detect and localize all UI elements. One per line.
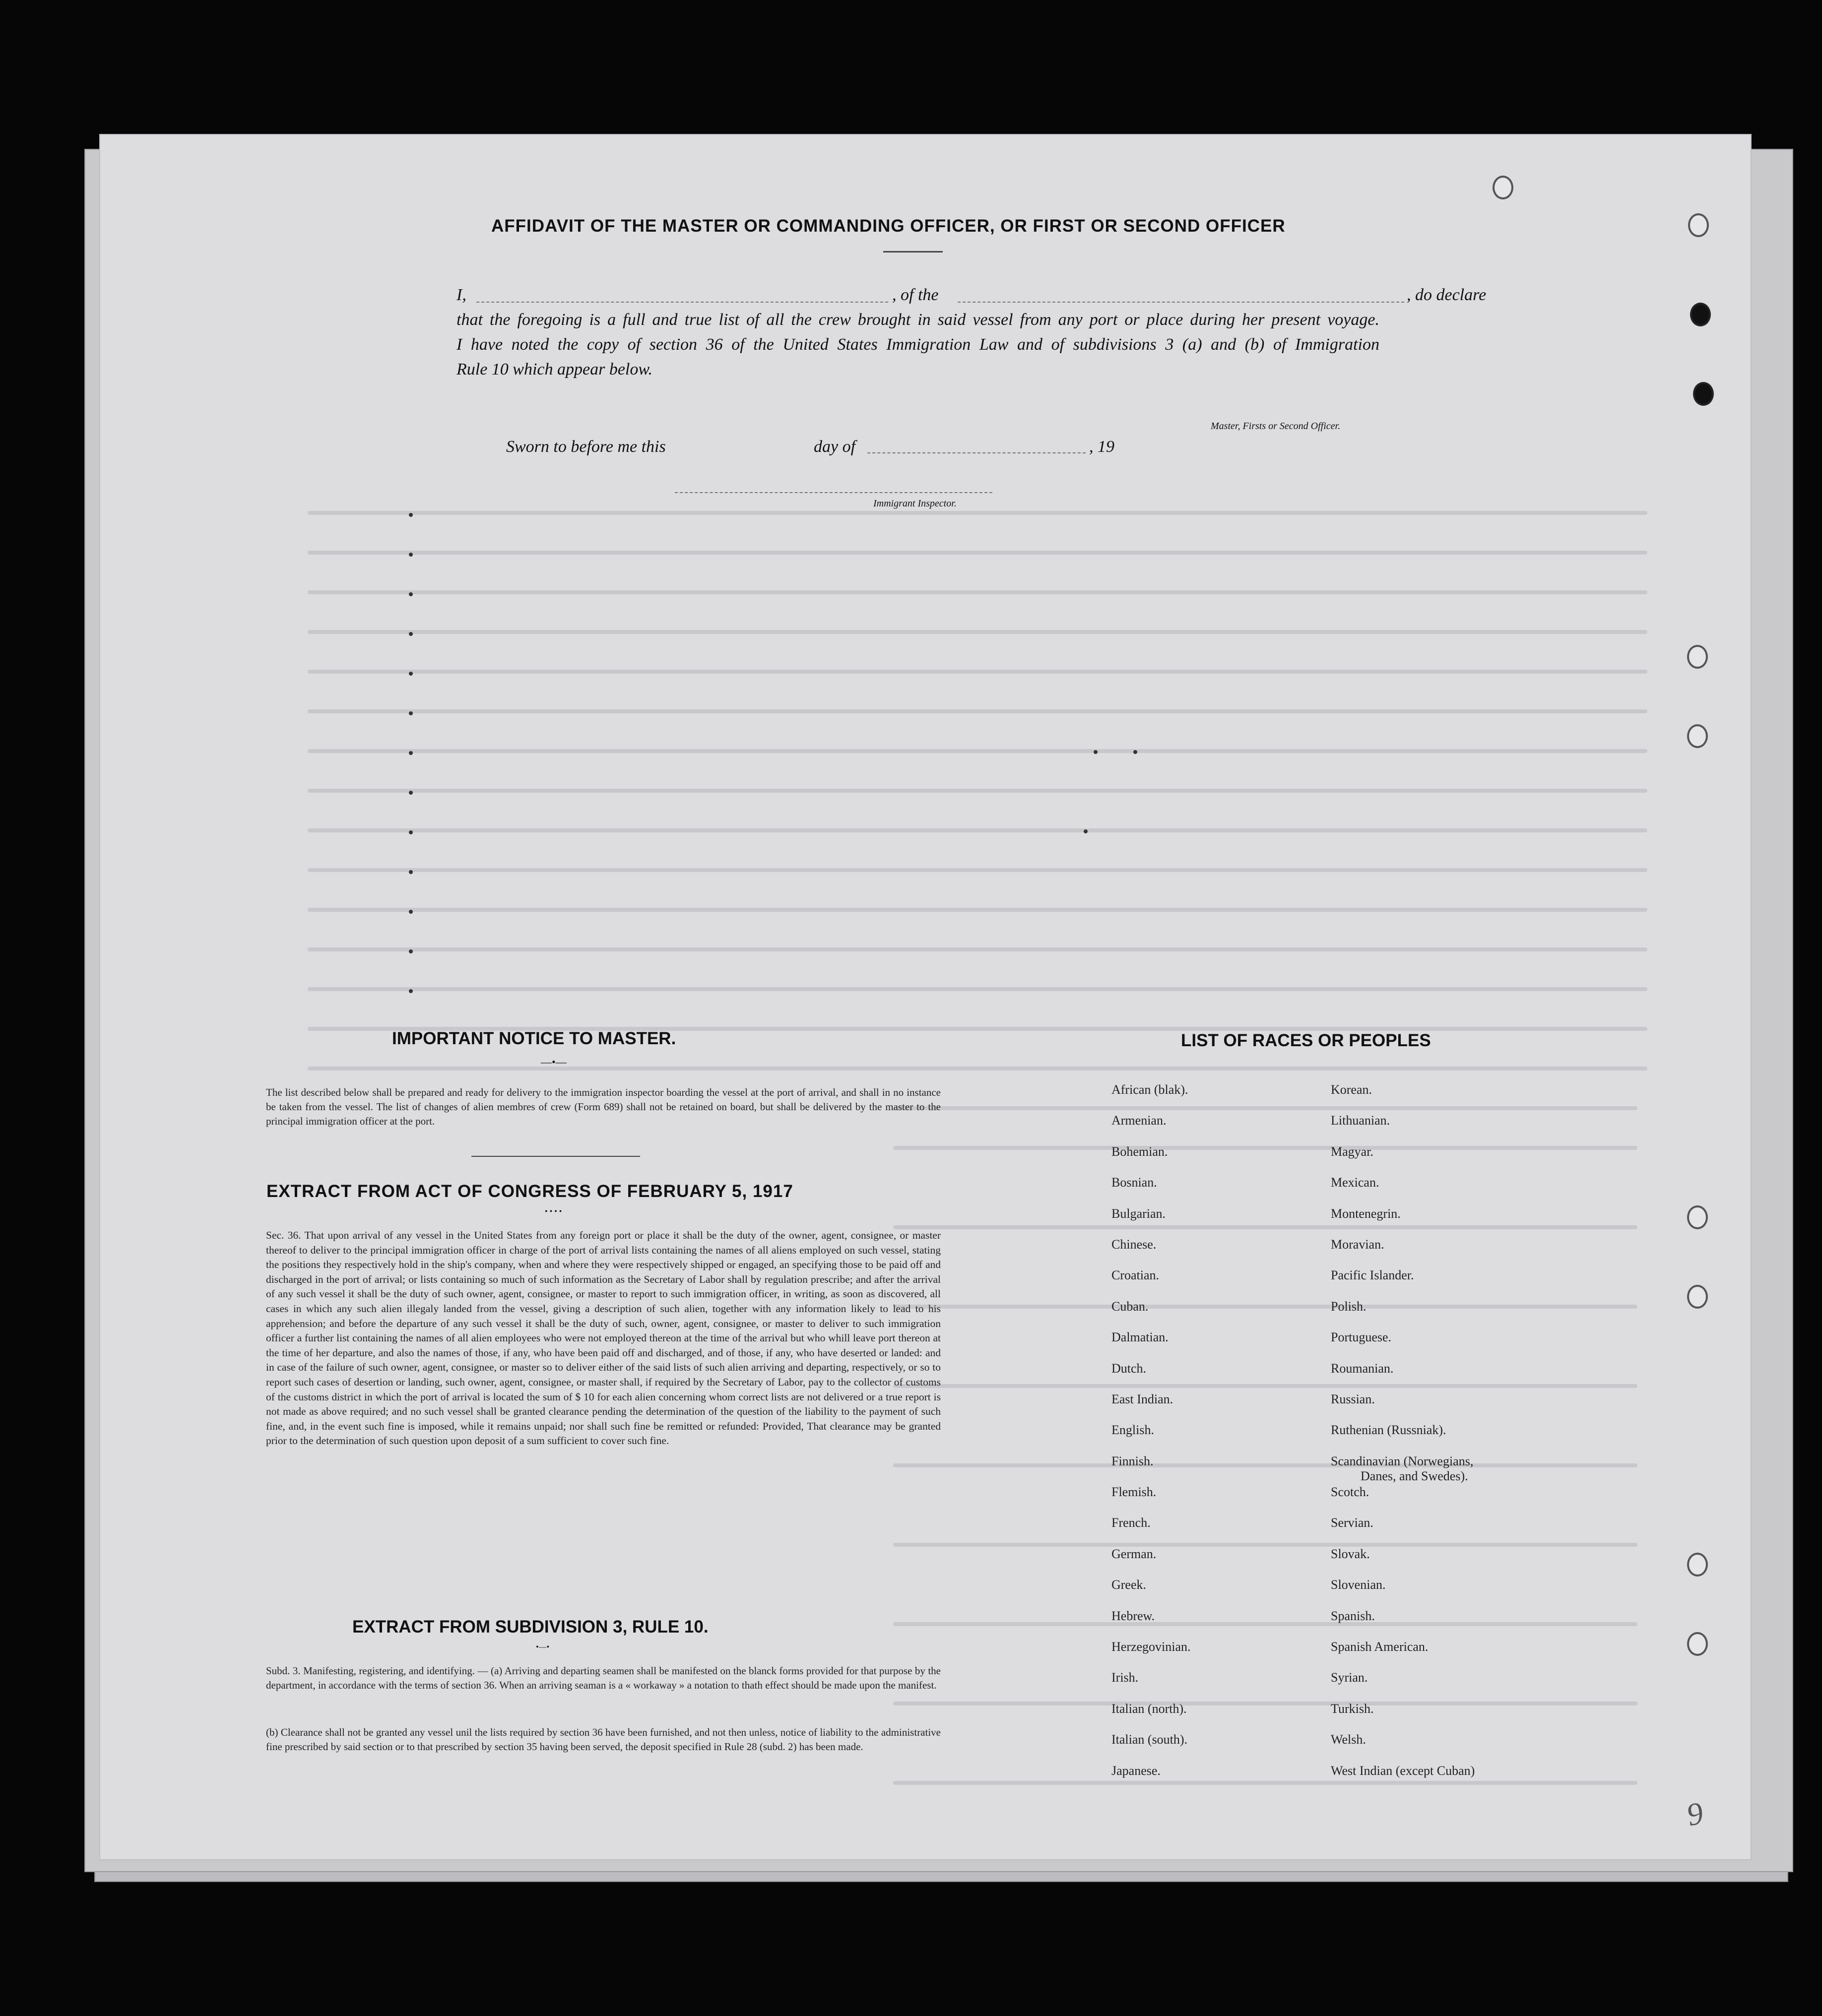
race-item: Slovak.	[1331, 1546, 1370, 1561]
race-item: Welsh.	[1331, 1732, 1366, 1747]
ornament: —•—	[541, 1056, 567, 1068]
race-item: Scandinavian (Norwegians,	[1331, 1453, 1474, 1468]
race-item: English.	[1111, 1423, 1154, 1438]
binder-hole	[1693, 382, 1714, 406]
race-item: Italian (south).	[1111, 1732, 1188, 1747]
race-item: East Indian.	[1111, 1391, 1173, 1406]
race-item: Japanese.	[1111, 1763, 1161, 1778]
race-item: Irish.	[1111, 1670, 1139, 1685]
race-item: Portuguese.	[1331, 1330, 1392, 1345]
affidavit-declare: , do declare	[1407, 286, 1487, 304]
race-item: Croatian.	[1111, 1268, 1160, 1283]
binder-hole	[1688, 213, 1709, 237]
race-item: Hebrew.	[1111, 1608, 1155, 1623]
margin-note: 9	[1683, 1795, 1706, 1833]
affidavit-line-3: I have noted the copy of section 36 of the United States Immigration Law and of subdivisions 3 (a) and (b) of Immigration	[456, 335, 1379, 354]
binder-hole	[1687, 1553, 1708, 1576]
inspector-signature-line	[675, 492, 992, 493]
race-item: Polish.	[1331, 1299, 1366, 1314]
race-item: African (blak).	[1111, 1082, 1188, 1097]
affidavit-i: I,	[456, 286, 466, 304]
race-item: Flemish.	[1111, 1485, 1157, 1500]
race-item: Mexican.	[1331, 1175, 1379, 1190]
binder-hole	[1687, 1205, 1708, 1229]
race-item: Dutch.	[1111, 1361, 1147, 1376]
affidavit-line-1	[456, 286, 466, 305]
race-item: Ruthenian (Russniak).	[1331, 1423, 1446, 1438]
race-item: Moravian.	[1331, 1237, 1384, 1252]
extract-act-title: EXTRACT FROM ACT OF CONGRESS OF FEBRUARY 5, 1917	[266, 1182, 793, 1201]
races-title: LIST OF RACES OR PEOPLES	[1181, 1031, 1431, 1050]
race-item: West Indian (except Cuban)	[1331, 1763, 1475, 1778]
ornament: •—•	[536, 1643, 550, 1651]
race-item: Danes, and Swedes).	[1361, 1468, 1468, 1483]
master-signature-label: Master, Firsts or Second Officer.	[1211, 421, 1341, 432]
race-item: German.	[1111, 1546, 1157, 1561]
year-text: , 19	[1089, 438, 1114, 456]
ornament: • • • •	[545, 1207, 562, 1216]
binder-hole	[1687, 1632, 1708, 1656]
race-item: Cuban.	[1111, 1299, 1149, 1314]
race-item: Montenegrin.	[1331, 1206, 1401, 1221]
race-item: Spanish.	[1331, 1608, 1375, 1623]
affidavit-line-2: that the foregoing is a full and true list of all the crew brought in said vessel from any port or place during her present voyage.	[456, 311, 1379, 329]
binder-hole	[1690, 303, 1711, 326]
day-of-text: day of	[814, 438, 856, 456]
race-item: Servian.	[1331, 1515, 1373, 1530]
binder-hole	[1687, 1285, 1708, 1309]
affidavit-line-4: Rule 10 which appear below.	[456, 360, 653, 378]
race-item: Bulgarian.	[1111, 1206, 1166, 1221]
document-page	[99, 134, 1752, 1860]
race-item: Chinese.	[1111, 1237, 1157, 1252]
race-item: Herzegovinian.	[1111, 1639, 1191, 1654]
race-item: Lithuanian.	[1331, 1113, 1390, 1128]
extract-rule-text-b: (b) Clearance shall not be granted any vessel unil the lists required by section 36 have been furnished, and not then unless, notice of liability to the administrative fine prescribed by said section or to that prescribed by section 35 having been served, the deposit specified in Rule 28 (subd. 2) has been made.	[266, 1726, 941, 1753]
extract-rule-title: EXTRACT FROM SUBDIVISION 3, RULE 10.	[352, 1617, 709, 1637]
extract-rule-text-a: Subd. 3. Manifesting, registering, and identifying. — (a) Arriving and departing seamen shall be manifested on the blanck forms provided for that purpose by the department, in accordance with the terms of section 36. When an arriving seaman is a « workaway » a notation to thath effect should be made upon the manifest.	[266, 1665, 941, 1691]
race-item: Bosnian.	[1111, 1175, 1157, 1190]
inspector-label: Immigrant Inspector.	[873, 498, 957, 509]
sworn-text: Sworn to before me this	[506, 438, 666, 456]
race-item: Dalmatian.	[1111, 1330, 1169, 1345]
affidavit-of-the: , of the	[892, 286, 939, 304]
affidavit-title: AFFIDAVIT OF THE MASTER OR COMMANDING OFFICER, OR FIRST OR SECOND OFFICER	[491, 216, 1286, 236]
binder-hole	[1493, 176, 1513, 199]
race-item: Turkish.	[1331, 1701, 1374, 1716]
race-item: Russian.	[1331, 1391, 1375, 1406]
race-item: Finnish.	[1111, 1453, 1154, 1468]
races-column-2	[1331, 1082, 1475, 1794]
vessel-blank	[958, 302, 1404, 303]
divider	[883, 251, 943, 252]
race-item: Pacific Islander.	[1331, 1268, 1414, 1283]
race-item: Greek.	[1111, 1577, 1147, 1592]
race-item: Spanish American.	[1331, 1639, 1429, 1654]
race-item: Italian (north).	[1111, 1701, 1187, 1716]
race-item: Magyar.	[1331, 1144, 1373, 1159]
race-item: Roumanian.	[1331, 1361, 1394, 1376]
race-item: Slovenian.	[1331, 1577, 1386, 1592]
race-item: Syrian.	[1331, 1670, 1368, 1685]
races-column-1	[1111, 1082, 1191, 1794]
binder-hole	[1687, 645, 1708, 669]
extract-act-text: Sec. 36. That upon arrival of any vessel in the United States from any foreign port or place it shall be the duty of the owner, agent, consignee, or master thereof to deliver to the principal immigration officer in charge of the port of arrival lists containing the names of all aliens employed on such vessel, stating the positions they respectively hold in the ship's company, when and where they were respectively shipped or engaged, an specifying those to be paid off and discharged in the port of arrival; or lists containing so much of such information as the Secretary of Labor shall by regulation prescribe; and after the arrival of any such vessel it shall be the duty of such owner, agent, consignee, or master to report to such immigration officer, in writing, as soon as discovered, all cases in which any such alien illegaly landed from the vessel, giving a description of such alien, together with any information likely to lead to his apprehension; and before the departure of any such vessel it shall be the duty of such, owner, agent, consignee, or master to deliver to such immigration officer a further list containing the names of all alien employees who were not employed thereon at the time of the arrival but who whill leave port thereon at the time of her departure, and also the names of those, if any, who have been paid off and discharged, and of those, if any, who have deserted or landed: and in case of the failure of such owner, agent, consignee, or master so to deliver either of the said lists of such alien arriving and departing, respectively, or so to report such cases of desertion or landing, such owner, agent, consignee, or master shall, if required by the Secretary of Labor, pay to the collector of customs of the customs district in which the port of arrival is located the sum of $ 10 for each alien concerning whom correct lists are not delivered or a true report is not made as above required; and no such vessel shall be granted clearance pending the determination of the question of the liability to the payment of such fine, and, in the event such fine is imposed, while it remains unpaid; nor shall such fine be remitted or refunded: Provided, That clearance may be granted prior to the determination of such question upon deposit of a sum sufficient to cover such fine.	[266, 1229, 941, 1447]
binder-hole	[1687, 724, 1708, 748]
race-item: Scotch.	[1331, 1485, 1369, 1500]
month-blank	[867, 452, 1086, 453]
name-blank	[476, 302, 888, 303]
race-item: Korean.	[1331, 1082, 1372, 1097]
race-item: Armenian.	[1111, 1113, 1167, 1128]
race-item: Bohemian.	[1111, 1144, 1168, 1159]
notice-title: IMPORTANT NOTICE TO MASTER.	[392, 1029, 676, 1048]
race-item: French.	[1111, 1515, 1151, 1530]
divider	[471, 1156, 640, 1157]
notice-text: The list described below shall be prepared and ready for delivery to the immigration inspector boarding the vessel at the port of arrival, and shall in no instance be taken from the vessel. The list of changes of alien membres of crew (Form 689) shall not be retained on board, but shall be delivered by the master to the principal immigration officer at the port.	[266, 1086, 941, 1127]
